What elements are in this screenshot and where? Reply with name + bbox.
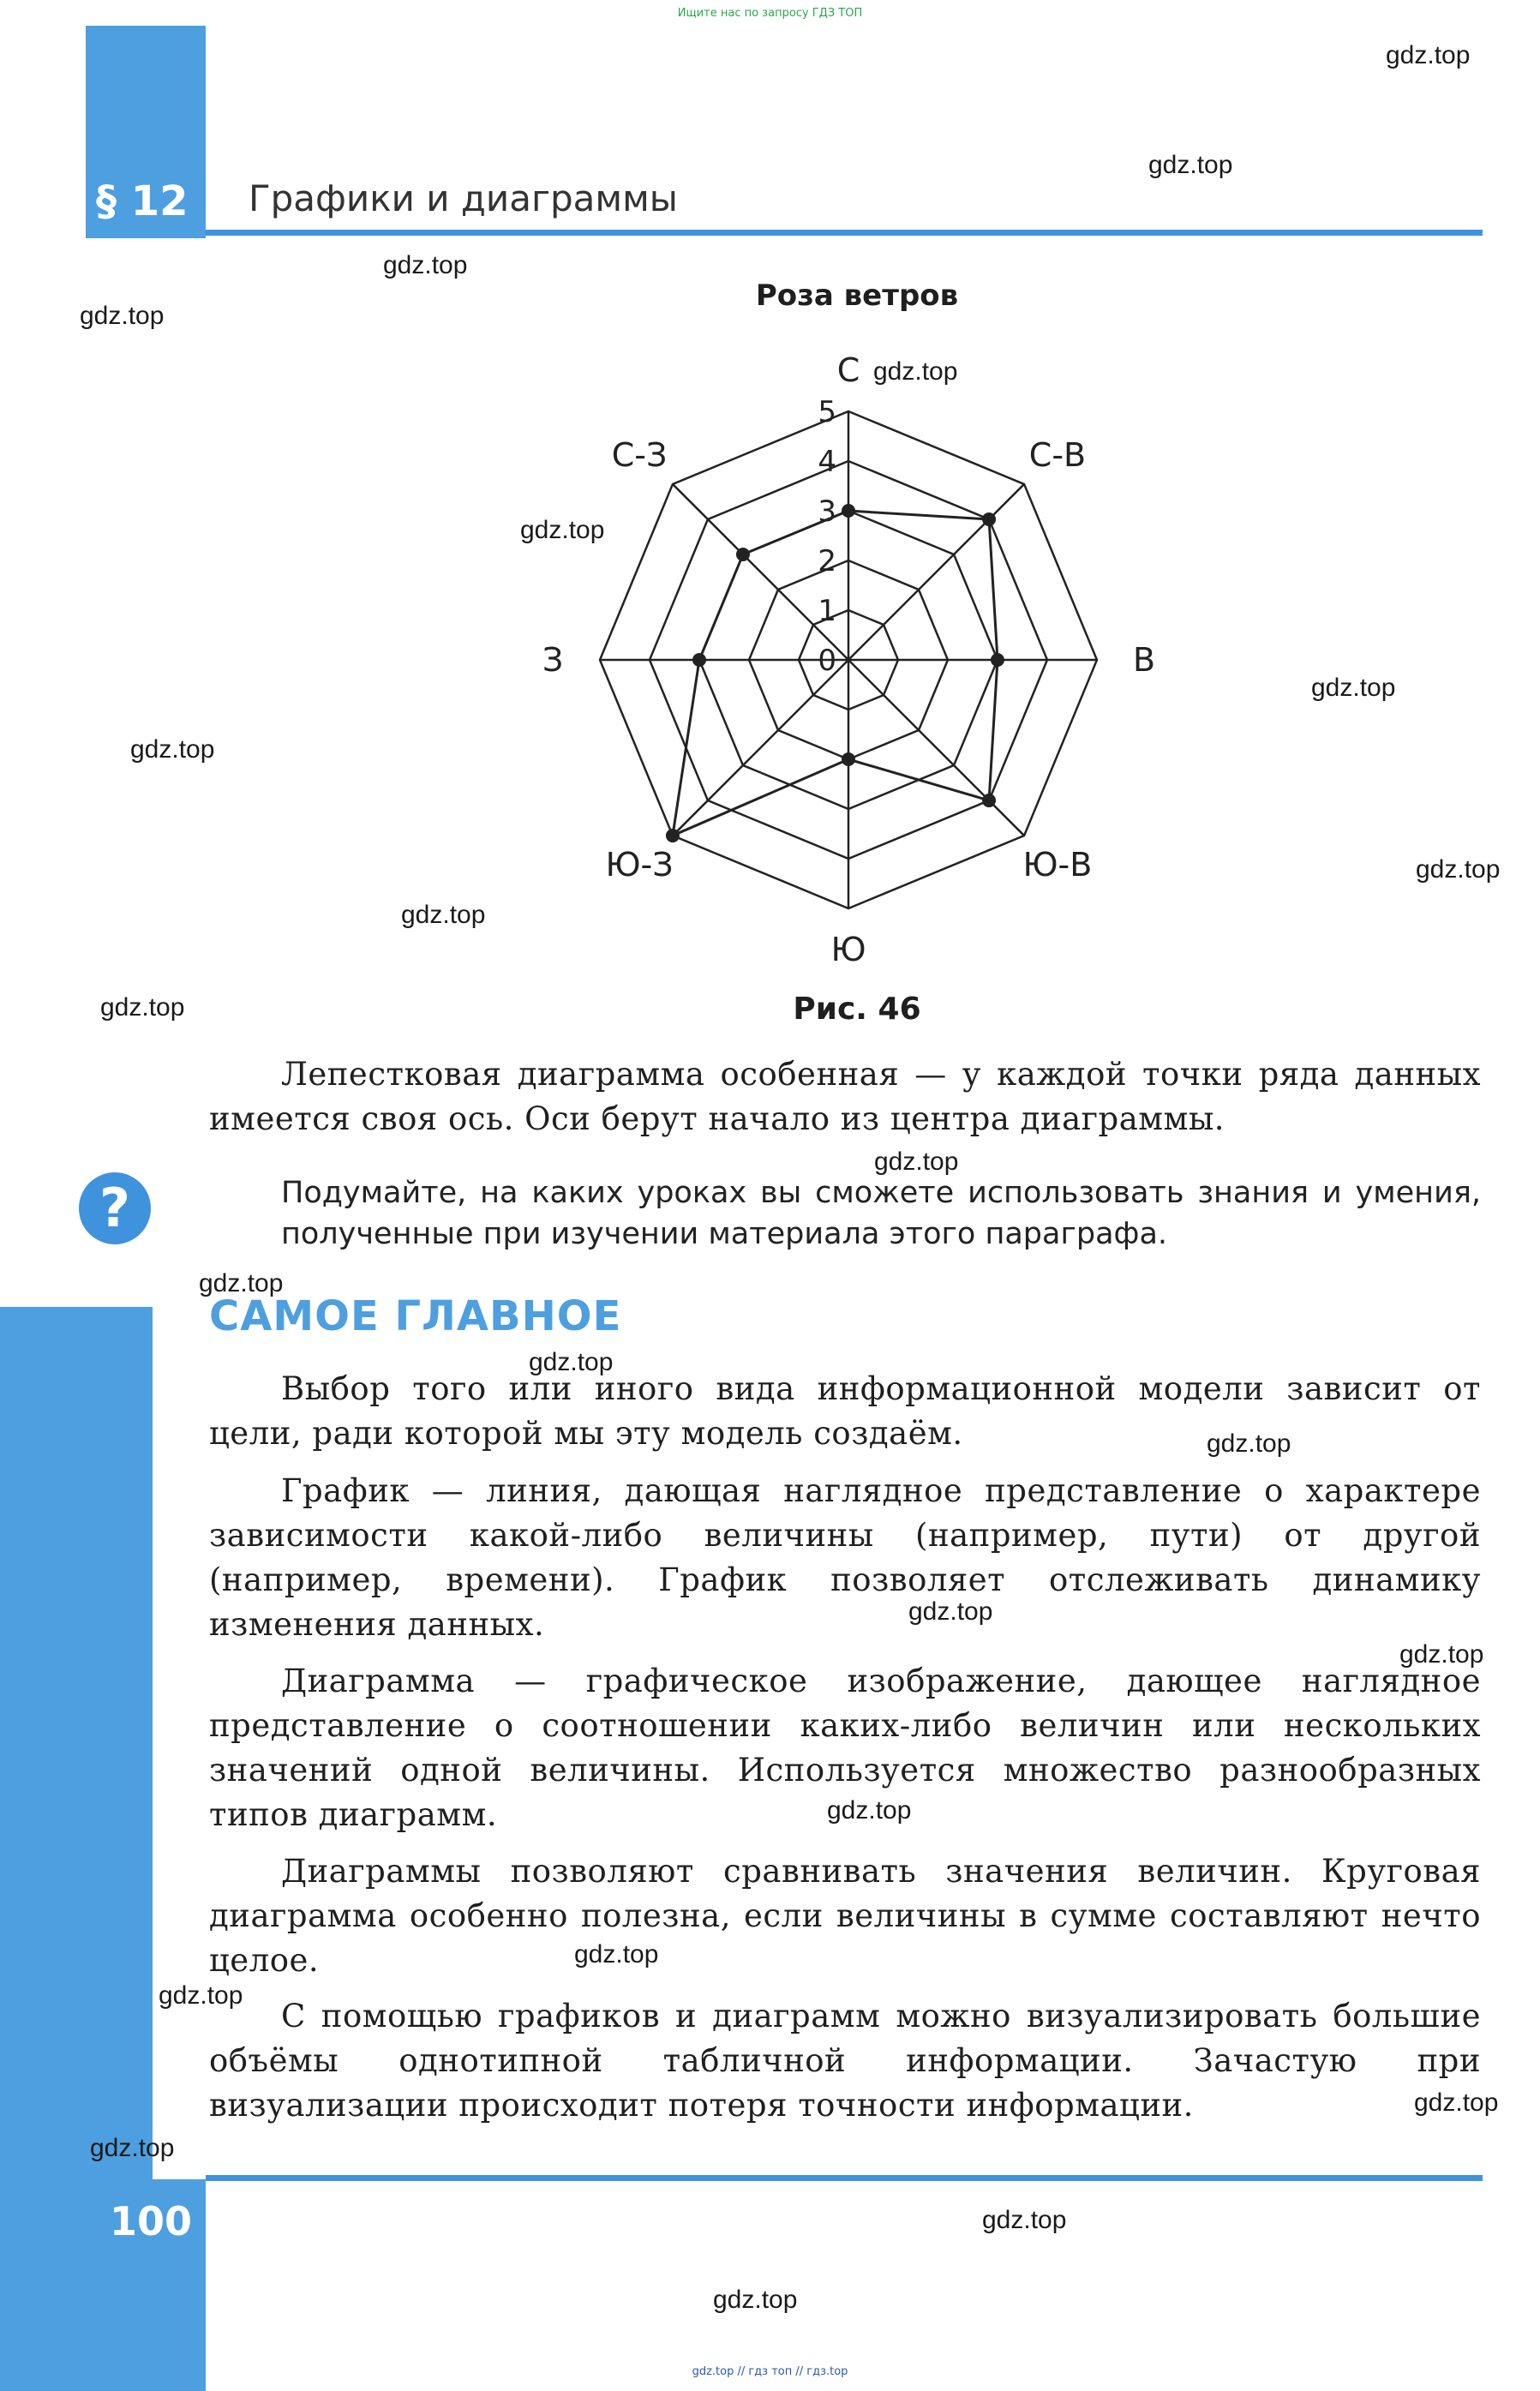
watermark: gdz.top — [130, 735, 215, 764]
data-point — [982, 512, 996, 526]
watermark: gdz.top — [827, 1796, 912, 1825]
watermark: gdz.top — [529, 1348, 614, 1376]
watermark: gdz.top — [80, 302, 165, 330]
footer-rule — [206, 2175, 1483, 2181]
watermark: gdz.top — [873, 357, 958, 386]
scale-tick-label: 0 — [818, 644, 836, 678]
watermark: gdz.top — [1399, 1640, 1484, 1669]
watermark: gdz.top — [1414, 2088, 1499, 2117]
summary-paragraph-3: Диаграмма — графическое изображение, дающее наглядное представление о соотношении каких-либо величин или нескольких значений одной величины. Используется множество разнообразных типов диаграмм. — [209, 1663, 1481, 1833]
watermark: gdz.top — [1207, 1429, 1291, 1458]
data-point — [692, 653, 706, 667]
summary-paragraph-2: График — линия, дающая наглядное представление о характере зависимости какой-либо величины (например, пути) от другой (например, времени). График позволяет отслеживать динамику изменения данных. — [209, 1472, 1481, 1643]
watermark: gdz.top — [874, 1148, 959, 1176]
scale-tick-label: 4 — [818, 445, 836, 479]
header-rule — [206, 230, 1483, 236]
watermark: gdz.top — [199, 1269, 284, 1297]
axis-label: С — [836, 351, 860, 389]
watermark: gdz.top — [100, 993, 185, 1022]
watermark: gdz.top — [713, 2286, 798, 2314]
figure-caption: Рис. 46 — [793, 992, 921, 1027]
watermark: gdz.top — [1148, 151, 1233, 179]
radar-chart — [497, 317, 1200, 994]
axis-label: В — [1132, 641, 1156, 679]
question-text: Подумайте, на каких уроках вы сможете использовать знания и умения, полученные при изучении материала этого параграфа. — [281, 1176, 1481, 1251]
data-point — [991, 653, 1004, 667]
watermark: gdz.top — [159, 1981, 243, 2010]
section-title: Графики и диаграммы — [249, 177, 678, 219]
watermark: gdz.top — [383, 251, 468, 279]
watermark: gdz.top — [1386, 41, 1471, 69]
axis-label: С-В — [1028, 435, 1087, 474]
axis-label: Ю — [830, 931, 866, 968]
scale-tick-label: 5 — [818, 395, 836, 429]
watermark: gdz.top — [1311, 674, 1396, 702]
section-number: § 12 — [96, 177, 189, 225]
summary-heading: САМОЕ ГЛАВНОЕ — [209, 1292, 622, 1340]
summary-paragraph-4: Диаграммы позволяют сравнивать значения величин. Круговая диаграмма особенно полезна, если величины в сумме составляют нечто целое. — [209, 1853, 1481, 1979]
axis-label: З — [542, 641, 564, 679]
scale-tick-label: 2 — [818, 544, 836, 578]
scale-tick-label: 1 — [818, 594, 836, 628]
axis-label: С-З — [611, 435, 668, 474]
data-point — [842, 504, 855, 518]
axis-label: Ю-В — [1022, 846, 1093, 884]
paragraph-radar-description: Лепестковая диаграмма особенная — у каждой точки ряда данных имеется своя ось. Оси берут начало из центра диаграммы. — [209, 1056, 1481, 1137]
chart-title: Роза ветров — [755, 279, 959, 313]
watermark: gdz.top — [982, 2206, 1067, 2234]
watermark: gdz.top — [908, 1597, 993, 1626]
data-point — [982, 794, 996, 807]
watermark: gdz.top — [574, 1940, 659, 1969]
page-number: 100 — [110, 2198, 193, 2244]
watermark: gdz.top — [90, 2134, 175, 2162]
axis-label: Ю-З — [605, 846, 674, 884]
summary-paragraph-1: Выбор того или иного вида информационной модели зависит от цели, ради которой мы эту модель создаём. — [209, 1370, 1481, 1452]
data-point — [842, 752, 855, 766]
bottom-note: gdz.top // гдз топ // гдз.top — [692, 2365, 848, 2378]
data-point — [736, 548, 750, 561]
question-icon: ? — [79, 1172, 151, 1244]
watermark: gdz.top — [1416, 855, 1501, 884]
summary-paragraph-5: С помощью графиков и диаграмм можно визуализировать большие объёмы однотипной табличной информации. Зачастую при визуализации происходит потеря точности информации. — [209, 1998, 1481, 2124]
watermark: gdz.top — [401, 901, 486, 929]
top-note: Ищите нас по запросу ГДЗ ТОП — [677, 7, 863, 20]
data-point — [666, 829, 680, 842]
scale-tick-label: 3 — [818, 494, 836, 529]
watermark: gdz.top — [520, 516, 605, 544]
